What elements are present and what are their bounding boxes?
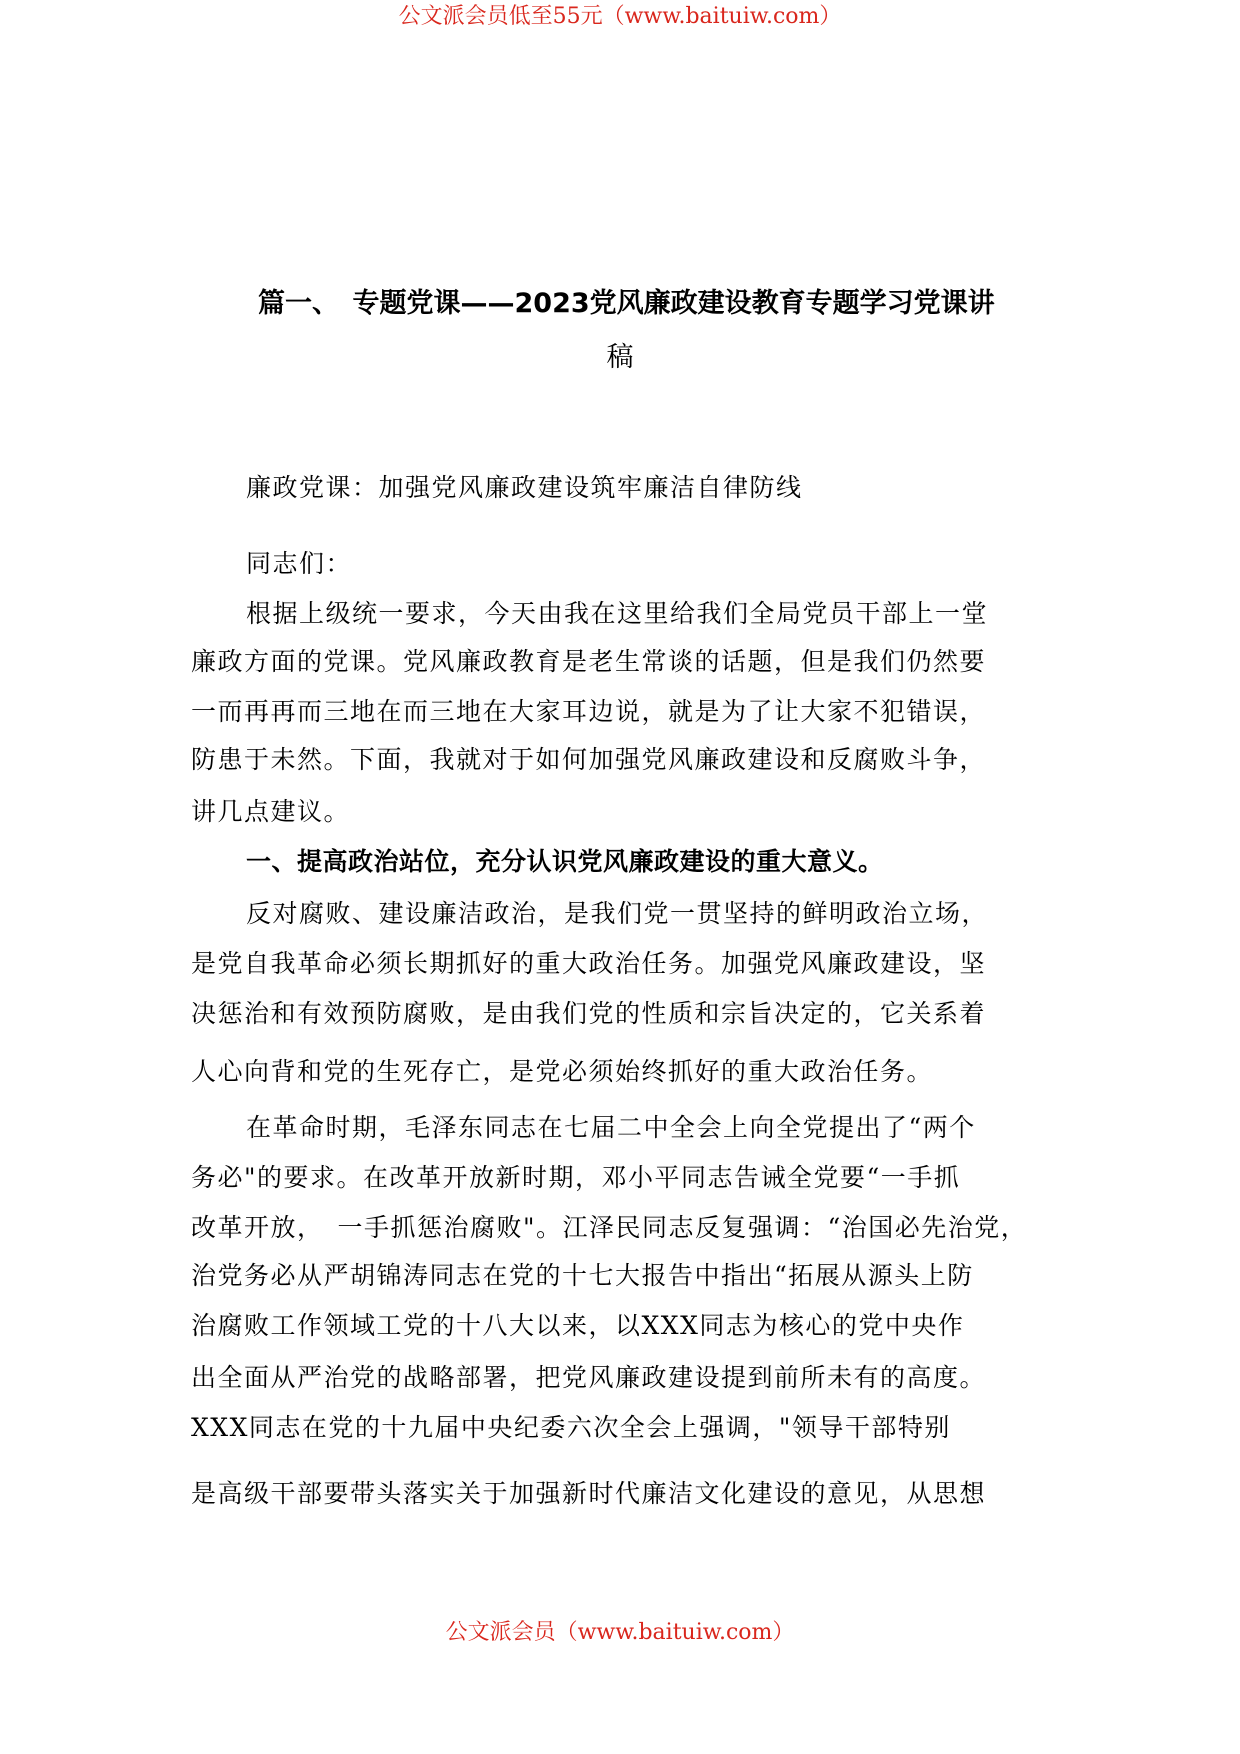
salutation: 同志们： xyxy=(246,549,353,578)
body-line: 人心向背和党的生死存亡，是党必须始终抓好的重大政治任务。 xyxy=(191,1057,934,1086)
header-banner: 公文派会员低至55元（www.baituiw.com） xyxy=(398,4,842,29)
body-line: 廉政方面的党课。党风廉政教育是老生常谈的话题，但是我们仍然要 xyxy=(191,647,987,676)
section-heading: 一、提高政治站位，充分认识党风廉政建设的重大意义。 xyxy=(246,847,884,876)
body-line: 是党自我革命必须长期抓好的重大政治任务。加强党风廉政建设，坚 xyxy=(191,949,987,978)
body-line: 务必"的要求。在改革开放新时期，邓小平同志告诫全党要“一手抓 xyxy=(191,1163,961,1192)
body-line: 反对腐败、建设廉洁政治，是我们党一贯坚持的鲜明政治立场， xyxy=(246,899,989,928)
document-title-continuation: 稿 xyxy=(606,342,634,373)
body-line: 根据上级统一要求，今天由我在这里给我们全局党员干部上一堂 xyxy=(246,599,989,628)
body-line: 改革开放， 一手抓惩治腐败"。江泽民同志反复强调：“治国必先治党， xyxy=(191,1213,1028,1242)
body-line: 是高级干部要带头落实关于加强新时代廉洁文化建设的意见，从思想 xyxy=(191,1479,987,1508)
body-line: 在革命时期，毛泽东同志在七届二中全会上向全党提出了“两个 xyxy=(246,1113,976,1142)
body-line: 决惩治和有效预防腐败，是由我们党的性质和宗旨决定的，它关系着 xyxy=(191,999,987,1028)
footer-banner: 公文派会员（www.baituiw.com） xyxy=(445,1620,795,1645)
document-title: 篇一、 专题党课——2023党风廉政建设教育专题学习党课讲 xyxy=(258,288,995,319)
body-line: 出全面从严治党的战略部署，把党风廉政建设提到前所未有的高度。 xyxy=(191,1363,987,1392)
lesson-subtitle: 廉政党课：加强党风廉政建设筑牢廉洁自律防线 xyxy=(246,473,803,502)
body-line: 治腐败工作领域工党的十八大以来，以XXX同志为核心的党中央作 xyxy=(191,1311,965,1340)
body-line: 治党务必从严胡锦涛同志在党的十七大报告中指出“拓展从源头上防 xyxy=(191,1261,974,1290)
body-line: 讲几点建议。 xyxy=(191,797,351,826)
body-line: XXX同志在党的十九届中央纪委六次全会上强调，"领导干部特别 xyxy=(191,1413,951,1442)
body-line: 防患于未然。下面，我就对于如何加强党风廉政建设和反腐败斗争， xyxy=(191,745,987,774)
body-line: 一而再再而三地在而三地在大家耳边说，就是为了让大家不犯错误， xyxy=(191,697,987,726)
